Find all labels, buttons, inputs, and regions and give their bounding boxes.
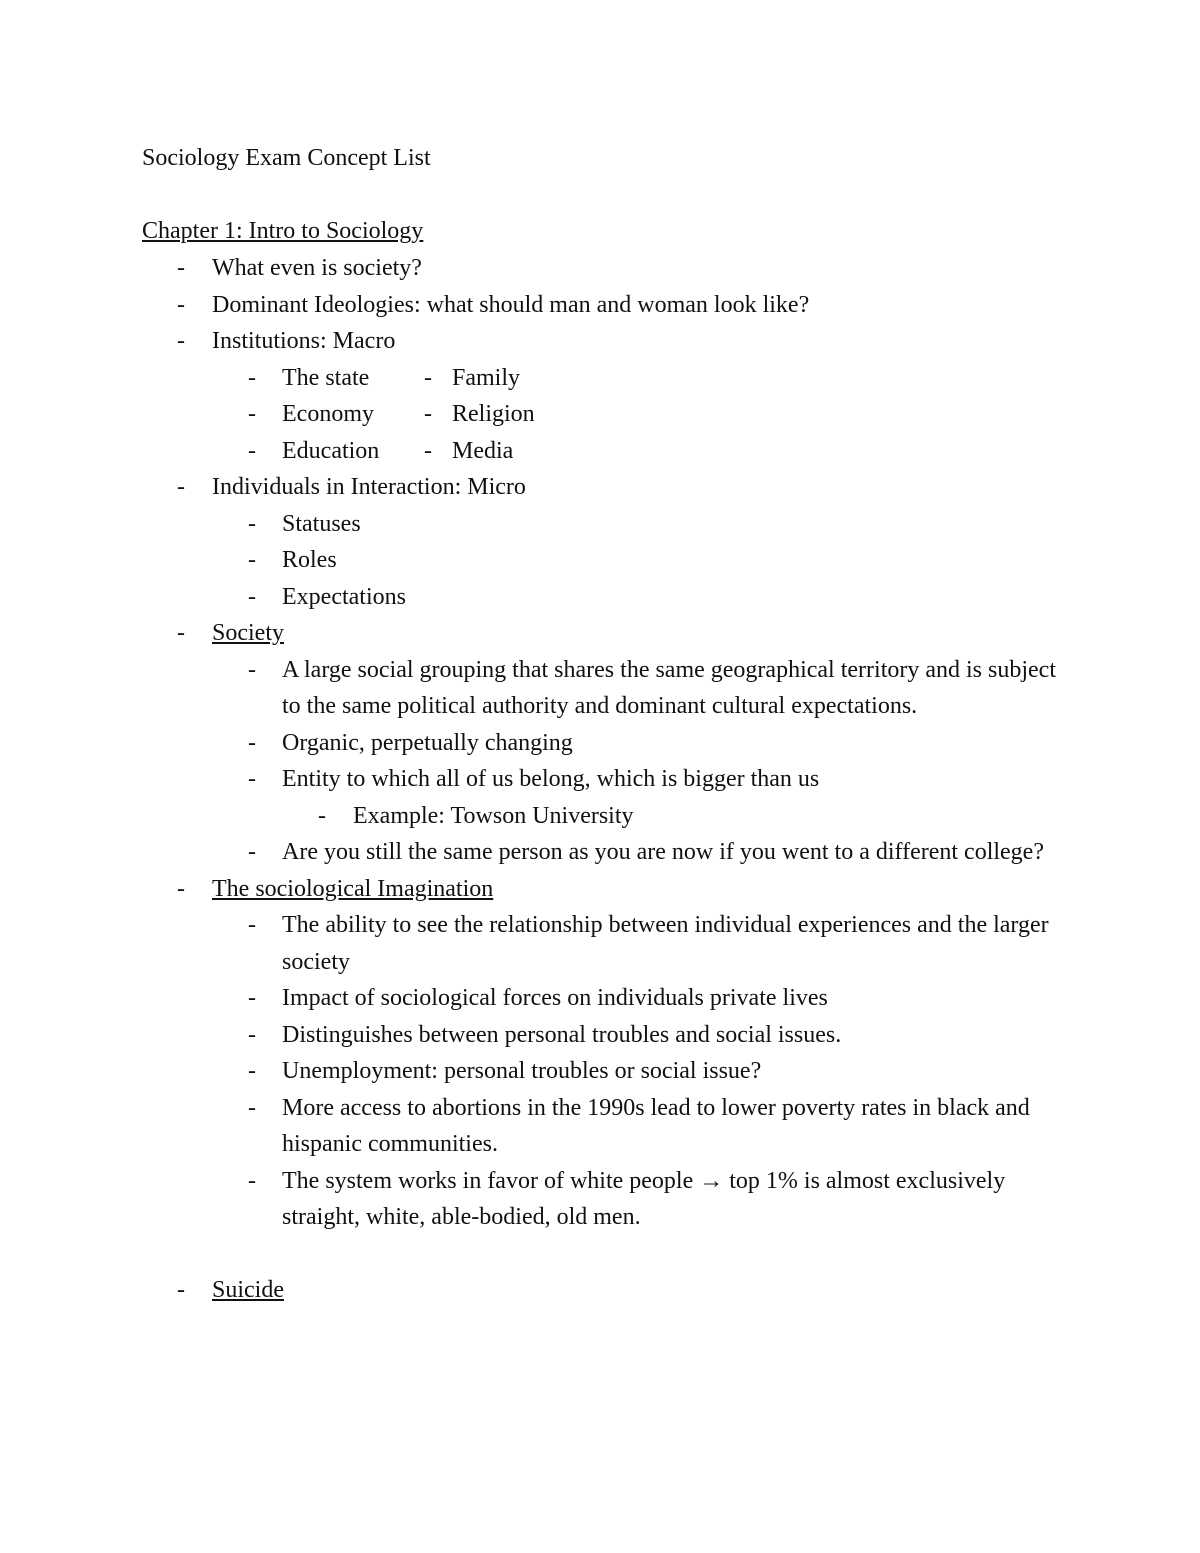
list-item xyxy=(0,1053,1200,1090)
bullet-dash: - xyxy=(424,364,432,391)
section-heading-society: Society xyxy=(212,620,284,646)
list-item xyxy=(0,761,1200,798)
bullet-dash: - xyxy=(177,328,185,354)
bullet-dash: - xyxy=(248,1058,256,1084)
institution-item: Family xyxy=(452,364,521,391)
bullet-dash: - xyxy=(177,875,185,902)
bullet-dash: - xyxy=(177,620,185,646)
list-item-text: Dominant Ideologies: what should man and woman look like? xyxy=(212,291,810,318)
list-item xyxy=(0,506,1200,543)
bullet-dash: - xyxy=(177,474,185,500)
bullet-dash: - xyxy=(248,912,256,938)
list-item xyxy=(0,871,1200,908)
bullet-dash: - xyxy=(248,839,256,865)
list-item xyxy=(0,907,1200,980)
institutions-row xyxy=(0,396,1200,433)
list-item xyxy=(0,1272,1200,1309)
bullet-dash: - xyxy=(248,985,256,1011)
bullet-dash: - xyxy=(248,510,256,537)
list-item xyxy=(0,798,1200,835)
concept-list xyxy=(0,250,1200,1309)
list-item-text: Statuses xyxy=(282,510,361,537)
list-item-text: The ability to see the relationship between individual experiences and the larger society xyxy=(282,912,1049,975)
list-item xyxy=(0,652,1200,725)
institution-item: The state xyxy=(282,364,370,391)
list-item-text: Impact of sociological forces on individuals private lives xyxy=(282,985,828,1011)
list-item-text: The system works in favor of white people → top 1% is almost exclusively straight, white, able-bodied, old men. xyxy=(282,1167,1006,1230)
list-item-text: Individuals in Interaction: Micro xyxy=(212,474,526,500)
bullet-dash: - xyxy=(248,583,256,610)
chapter-heading: Chapter 1: Intro to Sociology xyxy=(142,218,424,244)
list-item-text: Roles xyxy=(282,547,337,573)
list-item xyxy=(0,980,1200,1017)
list-item xyxy=(0,250,1200,287)
list-item-text: Are you still the same person as you are now if you went to a different college? xyxy=(282,839,1044,865)
bullet-dash: - xyxy=(248,547,256,573)
list-item xyxy=(0,834,1200,871)
bullet-dash: - xyxy=(424,401,432,427)
list-item-text: Institutions: Macro xyxy=(212,328,396,354)
bullet-dash: - xyxy=(248,656,256,683)
bullet-dash: - xyxy=(248,364,256,391)
list-item xyxy=(0,469,1200,506)
list-item-text: Entity to which all of us belong, which is bigger than us xyxy=(282,766,820,792)
bullet-dash: - xyxy=(248,1021,256,1048)
list-item-text: Organic, perpetually changing xyxy=(282,729,573,756)
list-item-text: Distinguishes between personal troubles and social issues. xyxy=(282,1021,842,1048)
section-heading-imagination: The sociological Imagination xyxy=(212,875,494,902)
bullet-dash: - xyxy=(424,437,432,464)
bullet-dash: - xyxy=(248,437,256,464)
list-item xyxy=(0,579,1200,616)
list-item-text: Unemployment: personal troubles or social issue? xyxy=(282,1058,762,1084)
section-heading-suicide: Suicide xyxy=(212,1277,284,1303)
bullet-dash: - xyxy=(177,255,185,281)
list-item xyxy=(0,1090,1200,1163)
bullet-dash: - xyxy=(248,729,256,756)
bullet-dash: - xyxy=(248,1167,256,1194)
list-item xyxy=(0,1017,1200,1054)
list-item-text: Example: Towson University xyxy=(353,802,634,829)
institution-item: Religion xyxy=(452,401,535,427)
bullet-dash: - xyxy=(318,802,326,829)
bullet-dash: - xyxy=(248,1094,256,1121)
list-item xyxy=(0,1163,1200,1236)
list-item xyxy=(0,542,1200,579)
institution-item: Economy xyxy=(282,401,374,427)
bullet-dash: - xyxy=(248,766,256,792)
bullet-dash: - xyxy=(177,1277,185,1303)
list-item xyxy=(0,615,1200,652)
bullet-dash: - xyxy=(248,401,256,427)
institutions-row xyxy=(0,433,1200,470)
institutions-row xyxy=(0,360,1200,397)
list-item xyxy=(0,323,1200,360)
list-item xyxy=(0,287,1200,324)
list-item-text: What even is society? xyxy=(212,255,422,281)
institution-item: Media xyxy=(452,437,514,464)
list-item-text: More access to abortions in the 1990s lead to lower poverty rates in black and hispanic communities. xyxy=(282,1094,1030,1157)
document-title: Sociology Exam Concept List xyxy=(142,145,431,171)
list-item-text: Expectations xyxy=(282,583,406,610)
blank-line xyxy=(0,1236,1200,1273)
list-item xyxy=(0,725,1200,762)
list-item-text: A large social grouping that shares the same geographical territory and is subject to the same political authority and dominant cultural expectations. xyxy=(282,656,1056,719)
institution-item: Education xyxy=(282,437,380,464)
bullet-dash: - xyxy=(177,291,185,318)
